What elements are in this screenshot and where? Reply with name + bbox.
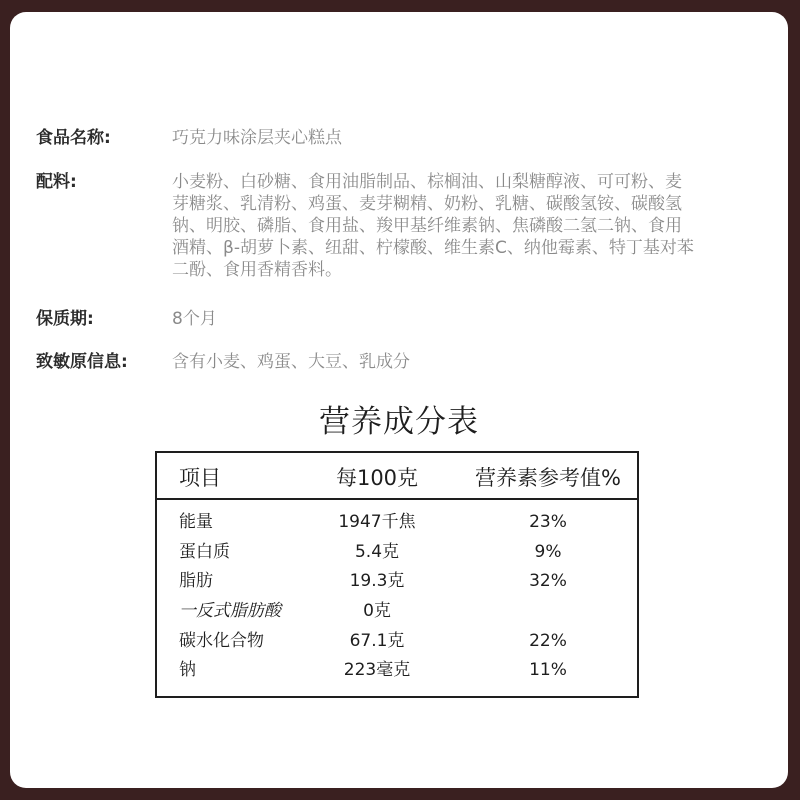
- nutrient-name: 钠: [179, 660, 196, 680]
- ingredients-value: [172, 171, 772, 281]
- table-row: [157, 538, 637, 567]
- product-name-row: [36, 127, 774, 149]
- table-row: [157, 597, 637, 626]
- shelf-life-label: 保质期:: [36, 309, 94, 329]
- nutrition-table-header: [157, 453, 637, 495]
- nutrient-nrv: 32%: [529, 571, 567, 591]
- ingredients-row: [36, 171, 774, 281]
- allergen-label: 致敏原信息:: [36, 352, 128, 372]
- nutrient-amount: 5.4克: [354, 542, 400, 562]
- shelf-life-value: 8个月: [172, 309, 217, 329]
- nutrient-nrv: 11%: [529, 660, 567, 680]
- ingredients-line: 芽糖浆、乳清粉、鸡蛋、麦芽糊精、奶粉、乳糖、碳酸氢铵、碳酸氢: [172, 194, 682, 214]
- nutrient-nrv: 9%: [534, 542, 562, 562]
- nutrient-amount: 19.3克: [349, 571, 405, 591]
- table-row: [157, 656, 637, 685]
- ingredients-line: 酒精、β-胡萝卜素、纽甜、柠檬酸、维生素C、纳他霉素、特丁基对苯: [172, 238, 694, 258]
- product-info-card: [10, 12, 788, 788]
- header-item: 项目: [179, 466, 221, 490]
- allergen-value: 含有小麦、鸡蛋、大豆、乳成分: [172, 352, 410, 372]
- nutrient-amount: 67.1克: [349, 631, 405, 651]
- nutrition-table: [155, 451, 639, 698]
- nutrient-name: 蛋白质: [179, 542, 230, 562]
- ingredients-line: 钠、明胶、磷脂、食用盐、羧甲基纤维素钠、焦磷酸二氢二钠、食用: [172, 216, 682, 236]
- nutrient-amount: 0克: [363, 601, 391, 621]
- ingredients-label: 配料:: [36, 172, 77, 192]
- nutrient-name: 脂肪: [179, 571, 213, 591]
- allergen-row: [36, 351, 774, 373]
- product-name-value: 巧克力味涂层夹心糕点: [172, 128, 342, 148]
- nutrient-name: 一反式脂肪酸: [179, 601, 281, 621]
- nutrient-name: 碳水化合物: [179, 631, 264, 651]
- nutrient-amount: 1947千焦: [338, 512, 416, 532]
- header-per-100g: 每100克: [335, 466, 419, 490]
- header-nrv: 营养素参考值%: [475, 466, 621, 490]
- nutrient-nrv: 23%: [529, 512, 567, 532]
- nutrient-name: 能量: [179, 512, 213, 532]
- table-row: [157, 567, 637, 596]
- table-row: [157, 508, 637, 537]
- nutrient-amount: 223毫克: [343, 660, 411, 680]
- header-divider: [157, 498, 637, 500]
- table-row: [157, 627, 637, 656]
- shelf-life-row: [36, 308, 774, 330]
- nutrition-table-title: 营养成分表: [319, 404, 479, 440]
- product-name-label: 食品名称:: [36, 128, 111, 148]
- nutrient-nrv: 22%: [529, 631, 567, 651]
- ingredients-line: 二酚、食用香精香料。: [172, 260, 342, 280]
- ingredients-line: 小麦粉、白砂糖、食用油脂制品、棕榈油、山梨糖醇液、可可粉、麦: [172, 172, 682, 192]
